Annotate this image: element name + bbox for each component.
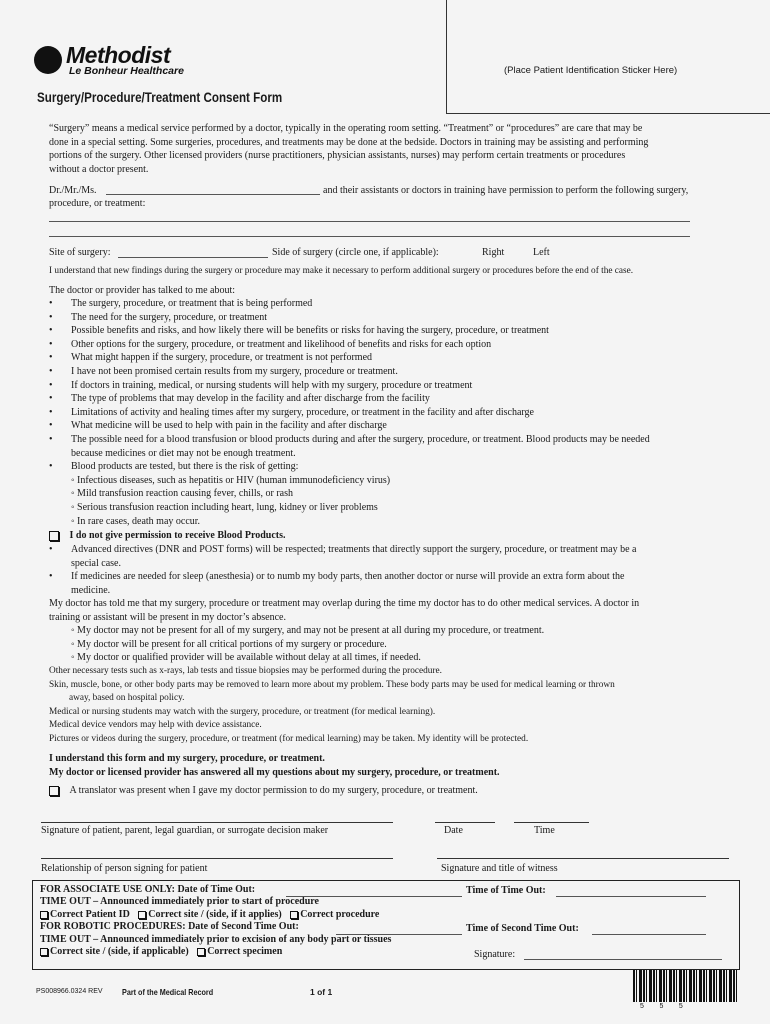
time-out-time-label: Time of Time Out: xyxy=(466,885,546,896)
text-line: Skin, muscle, bone, or other body parts may be removed to learn more about my problem. These body parts may be used for medical learning or thrown xyxy=(49,679,615,690)
overlap-paragraph xyxy=(49,597,749,665)
patient-signature-label: Signature of patient, parent, legal guardian, or surrogate decision maker xyxy=(41,825,329,836)
sub-item: ◦ In rare cases, death may occur. xyxy=(71,515,201,527)
translator-label: A translator was present when I gave my doctor permission to do my surgery, procedure, or treatment. xyxy=(69,785,478,796)
medical-record-label: Part of the Medical Record xyxy=(122,987,214,997)
text-line: Other necessary tests such as x-rays, lab tests and tissue biopsies may be performed during the procedure. xyxy=(49,666,442,676)
sub-item: ◦ Mild transfusion reaction causing fever, chills, or rash xyxy=(71,488,293,500)
relationship-line[interactable] xyxy=(41,858,393,859)
list-item: • I have not been promised certain results from my surgery, procedure or treatment. xyxy=(71,365,751,379)
intro-paragraph xyxy=(49,122,749,176)
correct-site-2-label: Correct site / (side, if applicable) xyxy=(50,946,189,958)
relationship-label: Relationship of person signing for patient xyxy=(41,863,208,874)
list-item: • If medicines are needed for sleep (anesthesia) or to numb my body parts, then another doctor or nurse will provide an extra form about the xyxy=(71,570,751,584)
time-label: Time xyxy=(534,825,555,836)
correct-procedure-label: Correct procedure xyxy=(300,908,380,920)
procedure-field-line-2[interactable] xyxy=(49,236,690,237)
patient-signature-line[interactable] xyxy=(41,822,393,823)
second-time-out-label: Time of Second Time Out: xyxy=(466,923,579,934)
text-line: portions of the surgery. Other licensed providers (nurse practitioners, physician assistants, nurses) may perform certain treatments or procedures xyxy=(49,150,626,162)
list-item: • What might happen if the surgery, procedure, or treatment is not performed xyxy=(71,351,751,365)
understand-statement xyxy=(49,752,500,779)
date-label: Date xyxy=(444,825,463,836)
text-line: training or assistant will be present in my doctor’s absence. xyxy=(49,611,286,623)
talked-intro: The doctor or provider has talked to me about: xyxy=(49,285,236,296)
time-out-announce: TIME OUT – Announced immediately prior to start of procedure xyxy=(40,896,319,908)
translator-row xyxy=(49,784,478,798)
text-line: My doctor has told me that my surgery, procedure or treatment may overlap during the time my doctor has to do other medical services. A doctor in xyxy=(49,598,640,609)
sticker-instructions: (Place Patient Identification Sticker Here) xyxy=(504,65,678,76)
sub-item: ◦ My doctor or qualified provider will be available without delay at all times, if needed. xyxy=(71,652,421,664)
correct-site-label: Correct site / (side, if it applies) xyxy=(148,908,282,920)
bullet-list xyxy=(71,297,751,528)
list-item: • The need for the surgery, procedure, or treatment xyxy=(71,311,751,325)
procedure-field-line-1[interactable] xyxy=(49,221,690,222)
list-item: • Other options for the surgery, procedure, or treatment and likelihood of benefits and risks for each option xyxy=(71,338,751,352)
list-item-continuation: medicine. xyxy=(71,584,111,596)
sub-item: ◦ Infectious diseases, such as hepatitis or HIV (human immunodeficiency virus) xyxy=(71,474,391,486)
side-right-option[interactable]: Right xyxy=(482,247,505,258)
site-field[interactable] xyxy=(118,257,268,258)
barcode-digits: 5 5 5 xyxy=(640,1003,683,1010)
logo-name: Methodist xyxy=(66,42,171,68)
site-label: Site of surgery: xyxy=(49,247,111,258)
page-number: 1 of 1 xyxy=(310,987,333,997)
circle-bullet-icon: ◦ xyxy=(71,638,78,650)
text-line: I understand this form and my surgery, procedure, or treatment. xyxy=(49,753,325,764)
circle-bullet-icon: ◦ xyxy=(71,515,78,527)
doctor-name-field[interactable] xyxy=(106,194,320,195)
text-line: My doctor or licensed provider has answered all my questions about my surgery, procedure, or treatment. xyxy=(49,766,500,778)
witness-line[interactable] xyxy=(437,858,729,859)
text-line: Medical device vendors may help with device assistance. xyxy=(49,720,262,731)
no-blood-label: I do not give permission to receive Blood Products. xyxy=(69,530,286,541)
logo-subtitle: Le Bonheur Healthcare xyxy=(69,65,184,77)
barcode-image xyxy=(633,970,737,1002)
bullet-list-2 xyxy=(71,543,751,597)
circle-bullet-icon: ◦ xyxy=(71,501,78,513)
correct-procedure-checkbox[interactable] xyxy=(290,911,298,919)
patient-sticker-box xyxy=(446,0,770,114)
list-item: • The surgery, procedure, or treatment that is being performed xyxy=(71,297,751,311)
correct-site-checkbox[interactable] xyxy=(138,911,146,919)
witness-label: Signature and title of witness xyxy=(441,863,558,874)
second-time-out-date-field[interactable] xyxy=(336,934,462,935)
correct-site-2-checkbox[interactable] xyxy=(40,948,48,956)
text-line: Medical or nursing students may watch with the surgery, procedure, or treatment (for medical learning). xyxy=(49,706,436,717)
correct-patient-label: Correct Patient ID xyxy=(50,908,130,920)
text-line: “Surgery” means a medical service performed by a doctor, typically in the operating room setting. “Treatment” or “procedures” are care that may be xyxy=(49,123,643,134)
circle-bullet-icon: ◦ xyxy=(71,474,78,486)
list-item-continuation: because medicines or diet may not be enough treatment. xyxy=(71,447,296,459)
circle-bullet-icon: ◦ xyxy=(71,488,78,500)
doctor-suffix: and their assistants or doctors in training have permission to perform the following surgery, xyxy=(323,185,689,196)
list-item: • The type of problems that may develop in the facility and after discharge from the facility xyxy=(71,392,751,406)
procedure-label: procedure, or treatment: xyxy=(49,198,146,209)
robotic-announce: TIME OUT – Announced immediately prior to excision of any body part or tissues xyxy=(40,933,392,945)
date-signature-line[interactable] xyxy=(435,822,495,823)
sub-item: ◦ My doctor may not be present for all of my surgery, and may not be present at all during my procedure, or treatment. xyxy=(71,625,545,637)
correct-specimen-checkbox[interactable] xyxy=(197,948,205,956)
sub-item: ◦ Serious transfusion reaction including heart, lung, kidney or liver problems xyxy=(71,501,378,513)
correct-specimen-label: Correct specimen xyxy=(207,946,283,958)
list-item: • Blood products are tested, but there is the risk of getting: xyxy=(71,460,751,474)
list-item: • Possible benefits and risks, and how likely there will be benefits or risks for having the surgery, procedure, or treatment xyxy=(71,324,751,338)
list-item: • The possible need for a blood transfusion or blood products during and after the surgery, procedure, or treatment. Blood products may be needed xyxy=(71,433,751,447)
form-code: PS008966.0324 REV xyxy=(36,988,103,995)
new-findings-text: I understand that new findings during the surgery or procedure may make it necessary to perform additional surgery or procedures before the end of the case. xyxy=(49,266,634,276)
logo-emblem xyxy=(34,46,62,74)
translator-checkbox[interactable] xyxy=(49,786,59,796)
time-out-date-field[interactable] xyxy=(286,896,462,897)
circle-bullet-icon: ◦ xyxy=(71,652,78,664)
sub-item: ◦ My doctor will be present for all critical portions of my surgery or procedure. xyxy=(71,638,387,650)
misc-paragraph xyxy=(49,665,759,747)
side-label: Side of surgery (circle one, if applicable): xyxy=(272,247,439,258)
associate-signature-field[interactable] xyxy=(524,959,722,960)
correct-patient-checkbox[interactable] xyxy=(40,911,48,919)
text-line: Pictures or videos during the surgery, procedure, or treatment (for medical learning) may be taken. My identity will be protected. xyxy=(49,733,529,744)
no-blood-row xyxy=(49,529,286,543)
list-item: • Advanced directives (DNR and POST forms) will be respected; treatments that directly support the surgery, procedure, or treatment may be a xyxy=(71,543,751,557)
robotic-date-label: FOR ROBOTIC PROCEDURES: Date of Second Time Out: xyxy=(40,921,299,933)
time-out-date-label: FOR ASSOCIATE USE ONLY: Date of Time Out: xyxy=(40,884,256,895)
text-line: away, based on hospital policy. xyxy=(69,693,185,704)
list-item: • What medicine will be used to help with pain in the facility and after discharge xyxy=(71,419,751,433)
doctor-prefix: Dr./Mr./Ms. xyxy=(49,185,97,196)
no-blood-checkbox[interactable] xyxy=(49,531,59,541)
text-line: done in a special setting. Some surgeries, procedures, and treatments may be done at the bedside. Doctors in training may be assisting and performing xyxy=(49,136,649,148)
list-item: • If doctors in training, medical, or nursing students will help with my surgery, procedure or treatment xyxy=(71,379,751,393)
list-item-continuation: special case. xyxy=(71,557,121,569)
text-line: without a doctor present. xyxy=(49,163,149,175)
list-item: • Limitations of activity and healing times after my surgery, procedure, or treatment in the facility and after discharge xyxy=(71,406,751,420)
circle-bullet-icon: ◦ xyxy=(71,625,78,637)
second-time-out-field[interactable] xyxy=(592,934,706,935)
time-out-time-field[interactable] xyxy=(556,896,706,897)
side-left-option[interactable]: Left xyxy=(533,247,550,258)
associate-signature-label: Signature: xyxy=(474,949,516,960)
form-title: Surgery/Procedure/Treatment Consent Form xyxy=(37,90,283,105)
time-signature-line[interactable] xyxy=(514,822,589,823)
